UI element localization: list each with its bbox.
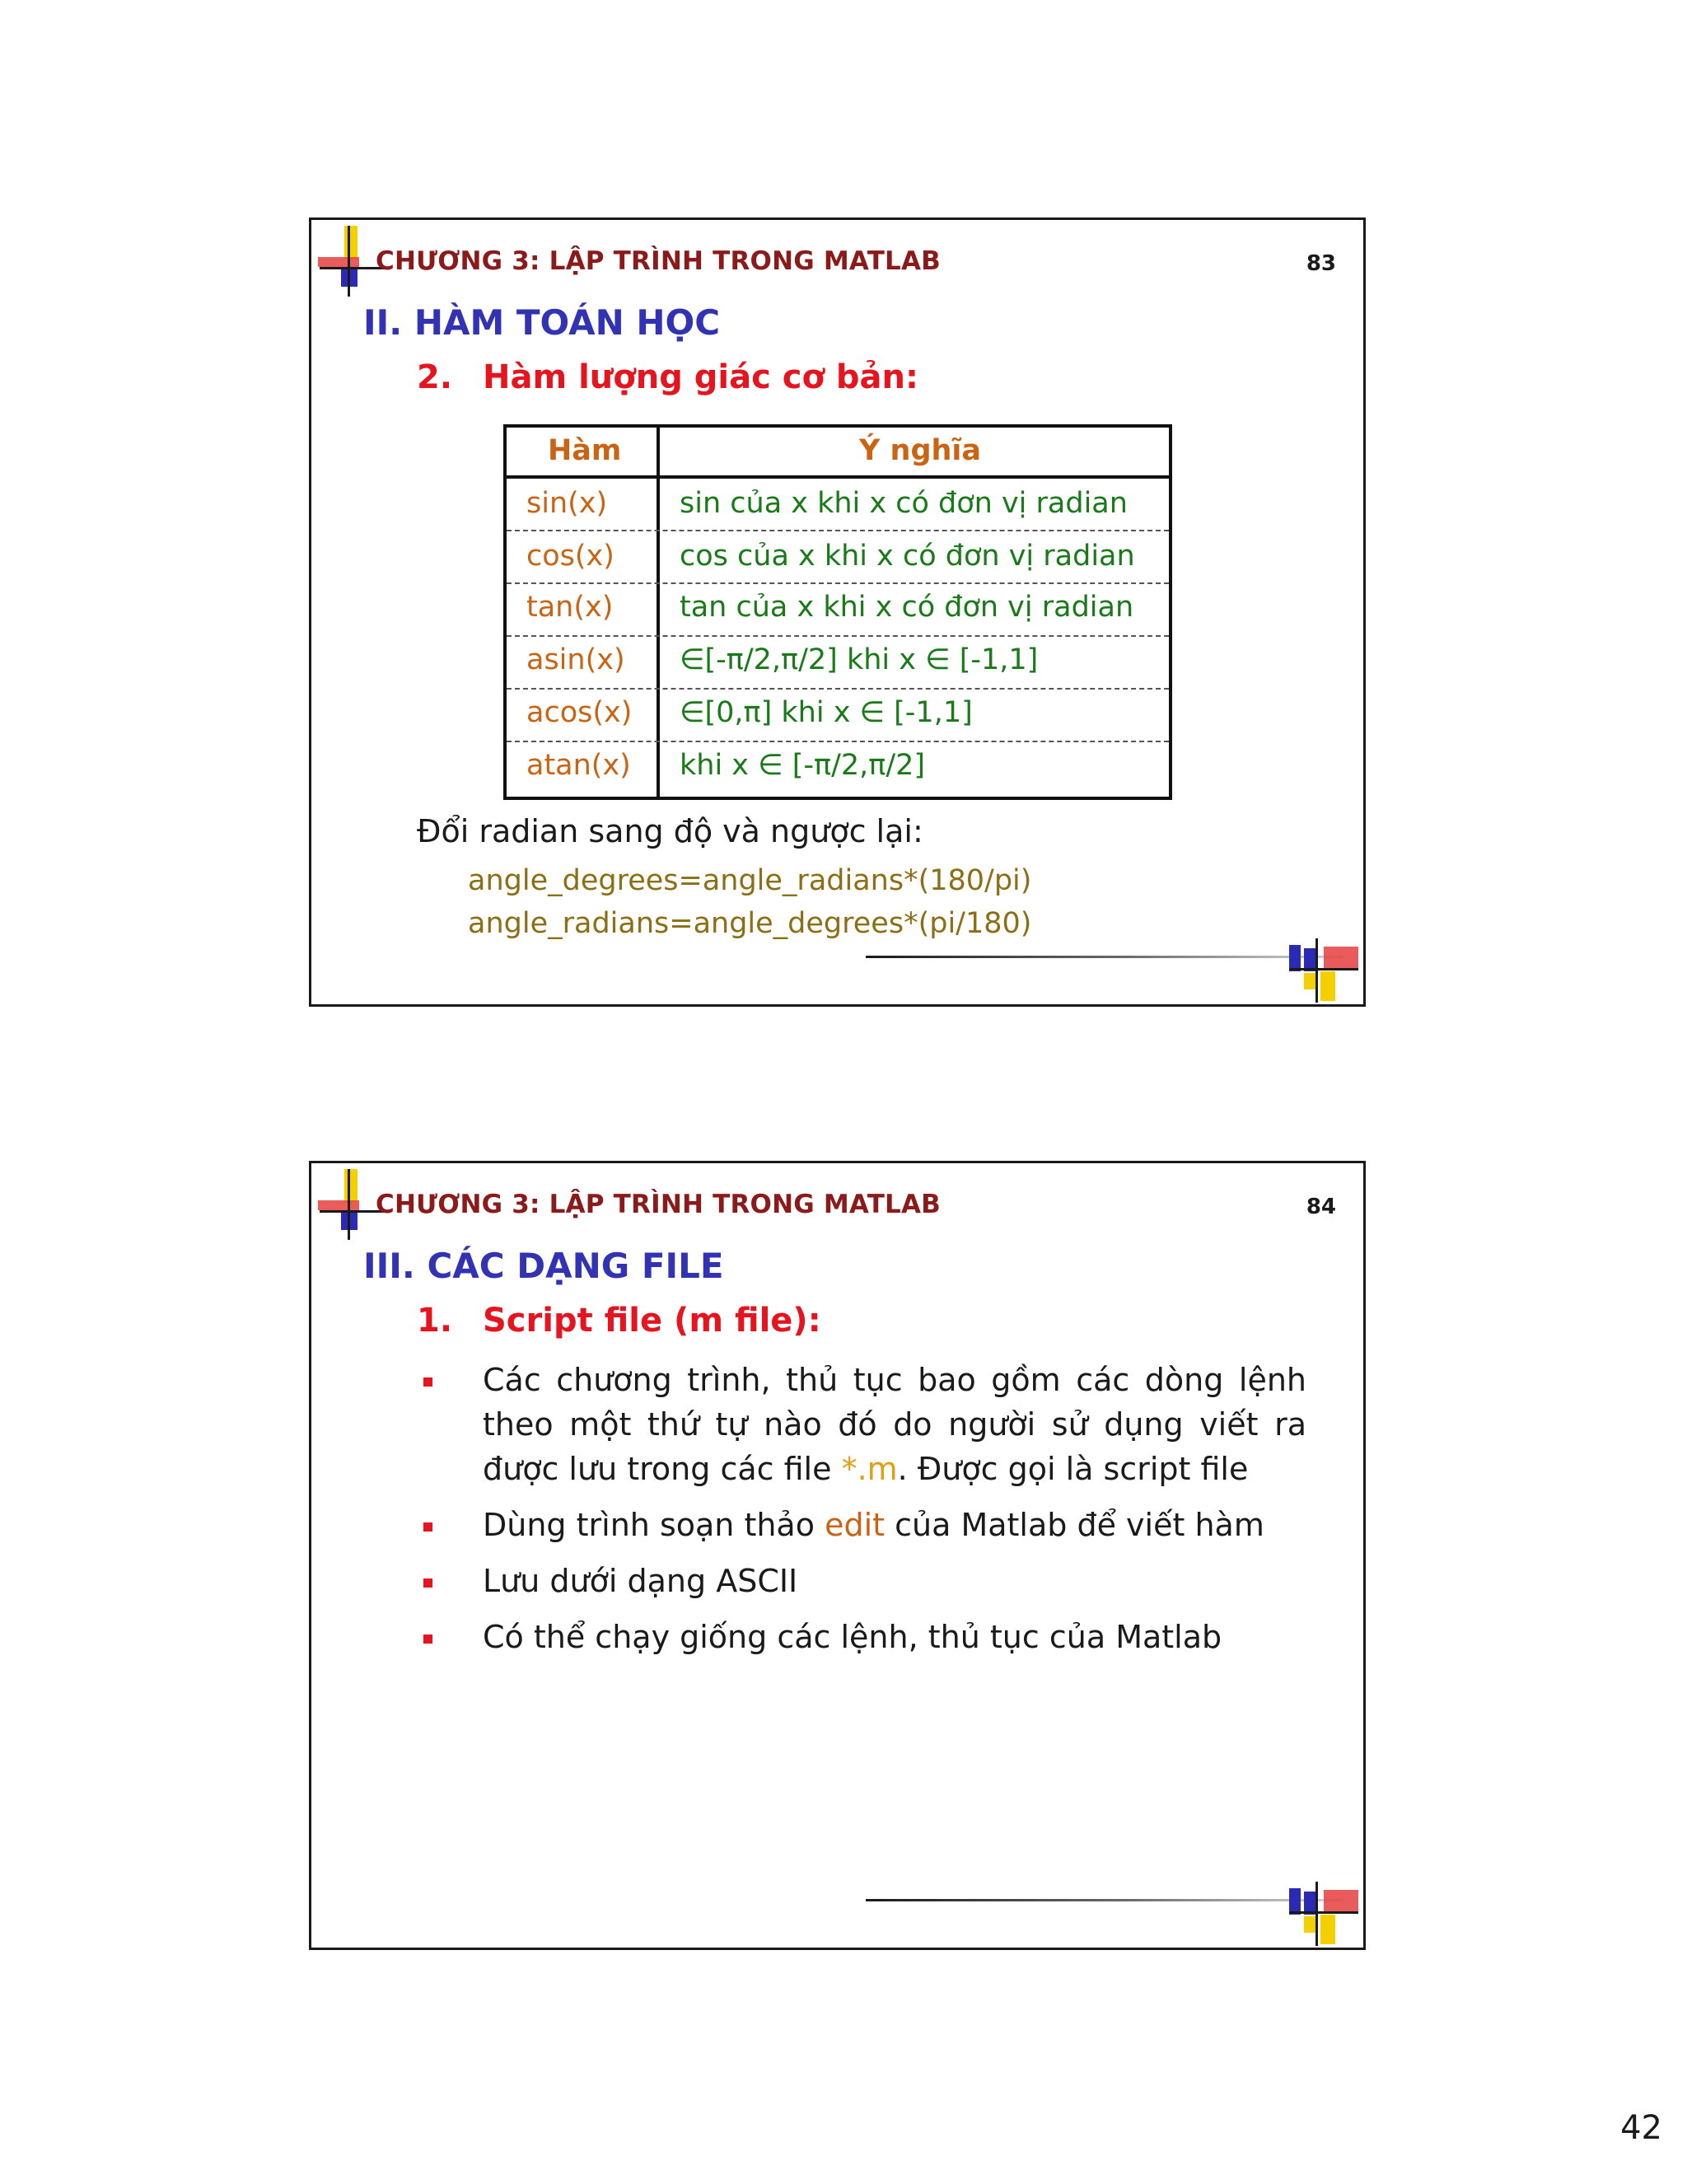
- slide-number: 83: [1306, 251, 1336, 276]
- table-cell-function: sin(x): [526, 487, 608, 520]
- table-header-meaning: Ý nghĩa: [859, 434, 982, 467]
- bullet-list: [417, 1358, 1306, 1671]
- code-line: angle_radians=angle_degrees*(pi/180): [468, 907, 1032, 940]
- list-item: Dùng trình soạn thảo edit của Matlab để viết hàm: [417, 1503, 1306, 1547]
- table-cell-function: cos(x): [526, 540, 615, 573]
- table-cell-function: acos(x): [526, 696, 633, 729]
- slide-corner-logo-icon: [1287, 1880, 1360, 1948]
- chapter-title: CHƯƠNG 3: LẬP TRÌNH TRONG MATLAB: [376, 1190, 942, 1219]
- table-row: [507, 531, 1169, 584]
- table-cell-function: asin(x): [526, 643, 625, 676]
- table-row: [507, 479, 1169, 531]
- bullet-square-icon: [423, 1377, 432, 1387]
- footer-divider: [866, 1899, 1344, 1901]
- slide-83: [309, 217, 1366, 1007]
- table-header-row: [507, 428, 1169, 479]
- table-cell-meaning: sin của x khi x có đơn vị radian: [680, 487, 1128, 520]
- bullet-square-icon: [423, 1578, 432, 1588]
- chapter-title: CHƯƠNG 3: LẬP TRÌNH TRONG MATLAB: [376, 246, 942, 276]
- table-cell-meaning: ∈[-π/2,π/2] khi x ∈ [-1,1]: [680, 643, 1039, 676]
- list-item: Lưu dưới dạng ASCII: [417, 1559, 1306, 1603]
- conversion-note: Đổi radian sang độ và ngược lại:: [417, 813, 923, 849]
- highlight-edit: edit: [825, 1507, 886, 1543]
- bullet-square-icon: [423, 1634, 432, 1644]
- slide-corner-logo-icon: [1287, 937, 1360, 1004]
- table-row: [507, 742, 1169, 795]
- highlight-extension: *.m: [841, 1451, 898, 1487]
- section-heading: III. CÁC DẠNG FILE: [363, 1246, 724, 1286]
- slide-number: 84: [1306, 1195, 1336, 1219]
- trig-functions-table: [503, 424, 1172, 800]
- table-cell-function: atan(x): [526, 749, 631, 782]
- table-row: [507, 637, 1169, 690]
- table-row: [507, 584, 1169, 637]
- table-cell-function: tan(x): [526, 591, 614, 624]
- subsection-heading: [417, 1302, 821, 1340]
- slide-84: [309, 1161, 1366, 1950]
- table-cell-meaning: ∈[0,π] khi x ∈ [-1,1]: [680, 696, 973, 729]
- bullet-square-icon: [423, 1522, 432, 1532]
- subsection-title: Script file (m file):: [483, 1302, 821, 1340]
- section-heading: II. HÀM TOÁN HỌC: [363, 302, 721, 343]
- footer-divider: [866, 956, 1344, 958]
- subsection-number: 1.: [417, 1302, 453, 1340]
- table-cell-meaning: cos của x khi x có đơn vị radian: [680, 540, 1135, 573]
- subsection-number: 2.: [417, 358, 453, 396]
- document-page-number: 42: [1620, 2109, 1662, 2147]
- code-line: angle_degrees=angle_radians*(180/pi): [468, 864, 1032, 897]
- table-header-function: Hàm: [548, 434, 622, 467]
- table-cell-meaning: tan của x khi x có đơn vị radian: [680, 591, 1134, 624]
- list-item: Có thể chạy giống các lệnh, thủ tục của Matlab: [417, 1615, 1306, 1659]
- table-cell-meaning: khi x ∈ [-π/2,π/2]: [680, 749, 926, 782]
- table-row: [507, 690, 1169, 742]
- subsection-title: Hàm lượng giác cơ bản:: [483, 358, 918, 396]
- list-item: Các chương trình, thủ tục bao gồm các dòng lệnh theo một thứ tự nào đó do người sử dụng viết ra được lưu trong các file *.m. Được gọi là script file: [417, 1358, 1306, 1491]
- subsection-heading: [417, 358, 918, 396]
